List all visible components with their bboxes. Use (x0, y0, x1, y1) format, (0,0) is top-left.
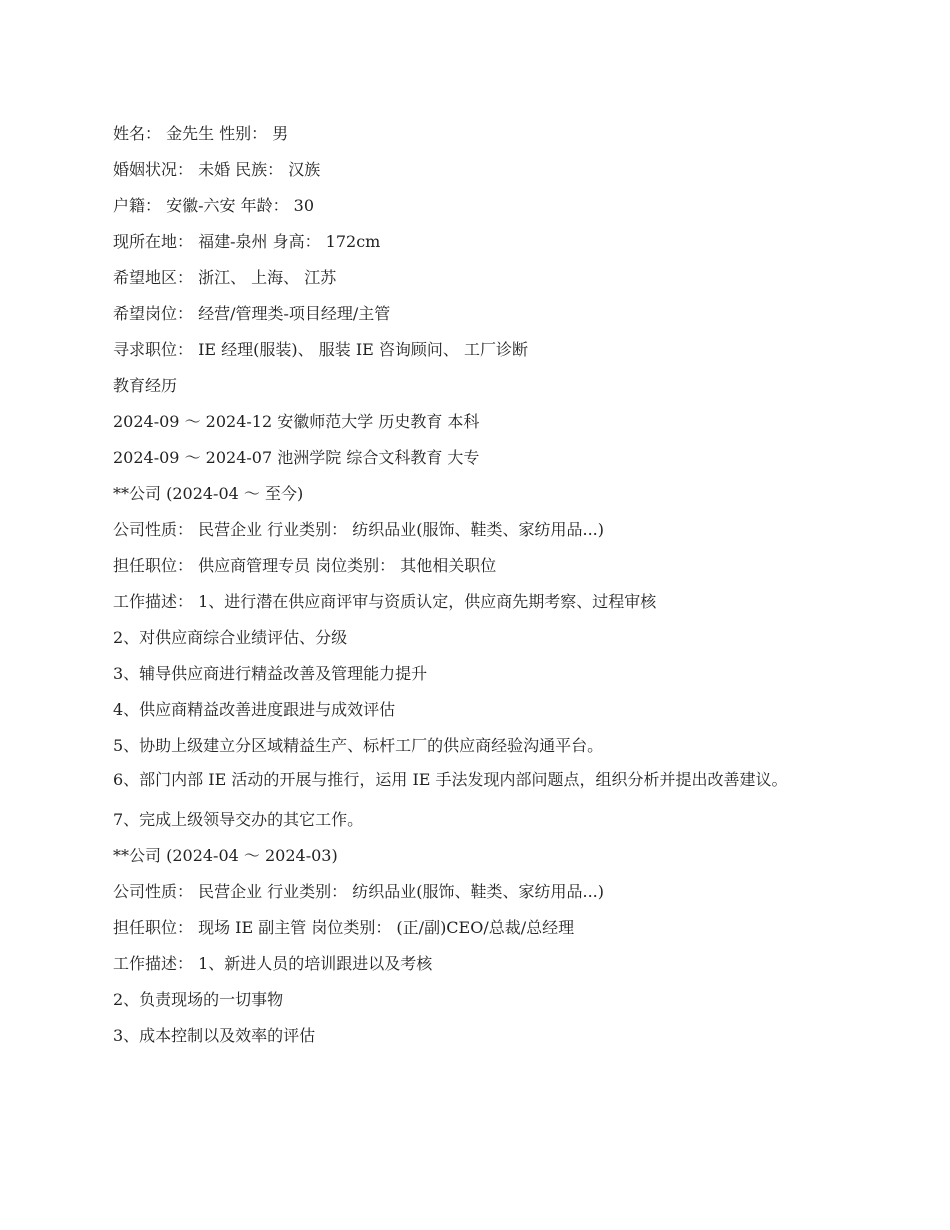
desired-position-line: 希望岗位： 经营/管理类-项目经理/主管 (113, 304, 391, 323)
resume-document (113, 122, 828, 1060)
education-entry: 2024-09 ～ 2024-07 池洲学院 综合文科教育 大专 (113, 448, 480, 467)
education-heading: 教育经历 (113, 376, 178, 395)
job-description-line: 5、协助上级建立分区域精益生产、标杆工厂的供应商经验沟通平台。 (113, 736, 604, 755)
company-nature-line: 公司性质： 民营企业 行业类别： 纺织品业(服饰、鞋类、家纺用品...) (113, 882, 605, 901)
location-height-line: 现所在地： 福建-泉州 身高： 172cm (113, 232, 381, 251)
company-heading: **公司 (2024-04 ～ 2024-03) (113, 846, 338, 865)
job-title-line: 担任职位： 供应商管理专员 岗位类别： 其他相关职位 (113, 556, 497, 575)
job-description-line: 3、成本控制以及效率的评估 (113, 1026, 316, 1045)
job-description-line: 4、供应商精益改善进度跟进与成效评估 (113, 700, 396, 719)
job-description-line: 2、负责现场的一切事物 (113, 990, 284, 1009)
job-description-line: 工作描述： 1、进行潜在供应商评审与资质认定，供应商先期考察、过程审核 (113, 592, 657, 611)
job-title-line: 担任职位： 现场 IE 副主管 岗位类别： (正/副)CEO/总裁/总经理 (113, 918, 575, 937)
job-description-line: 3、辅导供应商进行精益改善及管理能力提升 (113, 664, 428, 683)
name-gender-line: 姓名： 金先生 性别： 男 (113, 124, 289, 143)
company-nature-line: 公司性质： 民营企业 行业类别： 纺织品业(服饰、鞋类、家纺用品...) (113, 520, 605, 539)
education-entry: 2024-09 ～ 2024-12 安徽师范大学 历史教育 本科 (113, 412, 480, 431)
company-heading: **公司 (2024-04 ～ 至今) (113, 484, 304, 503)
job-description-line: 工作描述： 1、新进人员的培训跟进以及考核 (113, 954, 433, 973)
job-description-line: 6、部门内部 IE 活动的开展与推行，运用 IE 手法发现内部问题点，组织分析并提出改善建议。 (113, 770, 788, 789)
job-description-line: 2、对供应商综合业绩评估、分级 (113, 628, 348, 647)
job-description-line: 7、完成上级领导交办的其它工作。 (113, 810, 364, 829)
marital-ethnicity-line: 婚姻状况： 未婚 民族： 汉族 (113, 160, 321, 179)
sought-job-line: 寻求职位： IE 经理(服装)、 服装 IE 咨询顾问、 工厂诊断 (113, 340, 529, 359)
hometown-age-line: 户籍： 安徽-六安 年龄： 30 (113, 196, 315, 215)
desired-region-line: 希望地区： 浙江、 上海、 江苏 (113, 268, 337, 287)
